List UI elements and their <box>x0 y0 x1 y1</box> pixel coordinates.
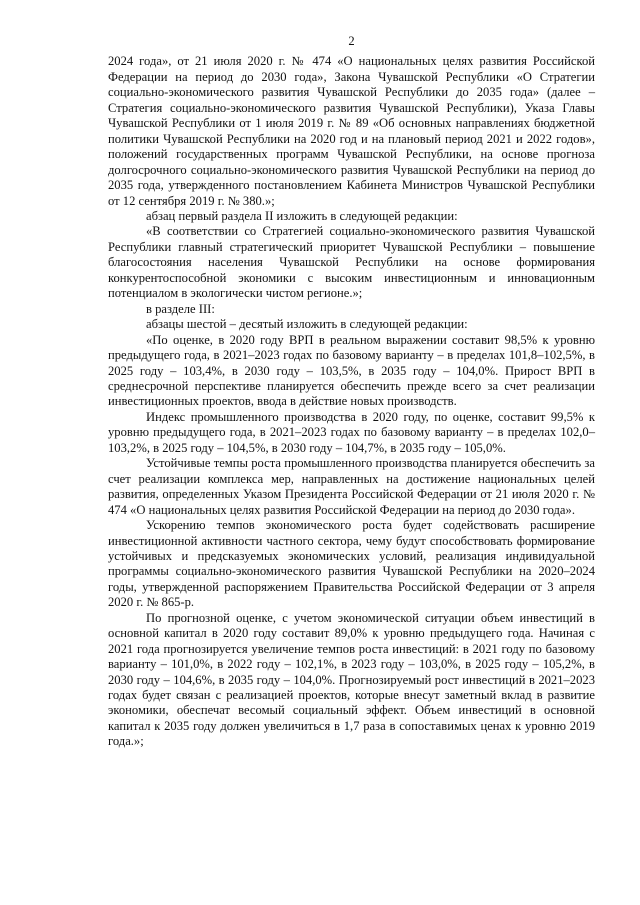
paragraph-strategic-priority: «В соответствии со Стратегией социально-экономического развития Чувашской Республики главный стратегический приоритет Чувашской Республики – повышение благосостояния населения Чувашской Республики на основе формирования конкурентоспособной экономики с высоким инвестиционным и инновационным потенциалом в экологически чистом регионе.»; <box>108 224 595 301</box>
paragraph-industrial-index: Индекс промышленного производства в 2020 году, по оценке, составит 99,5% к уровню предыдущего года, в 2021–2023 годах по базовому варианту – в пределах 102,0–103,2%, в 2025 году – 104,5%, в 2030 году – 104,7%, в 2035 году – 105,0%. <box>108 409 595 455</box>
paragraph-amendment-section-3: абзацы шестой – десятый изложить в следующей редакции: <box>146 317 468 332</box>
paragraph-legal-basis: 2024 года», от 21 июля 2020 г. № 474 «О национальных целях развития Российской Федерации на период до 2030 года», Закона Чувашской Республики «О Стратегии социально-экономического развития Чувашской Республики до 2035 года» (далее – Стратегия социально-экономического развития Чувашской Республики), Указа Главы Чувашской Республики от 1 июля 2019 г. № 89 «Об основных направлениях бюджетной политики Чувашской Республики на 2020 год и на плановый период 2021 и 2022 годов», положений государственных программ Чувашской Республики, на основе прогноза долгосрочного социально-экономического развития Чувашской Республики на период до 2035 года, утвержденного постановлением Кабинета Министров Чувашской Республики от 12 сентября 2019 г. № 380.»; <box>108 54 595 208</box>
paragraph-section-3: в разделе III: <box>146 301 215 316</box>
document-page <box>108 34 595 750</box>
paragraph-industrial-growth: Устойчивые темпы роста промышленного производства планируется обеспечить за счет реализации комплекса мер, направленных на достижение национальных целей развития, определенных Указом Президента Российской Федерации от 21 июля 2020 г. № 474 «О национальных целях развития Российской Федерации на период до 2030 года». <box>108 456 595 517</box>
paragraph-economic-growth: Ускорению темпов экономического роста будет содействовать расширение инвестиционной активности частного сектора, чему будут способствовать формирование устойчивых и предсказуемых экономических условий, реализация индивидуальной программы социально-экономического развития Чувашской Республики на 2020–2024 годы, утвержденной распоряжением Правительства Российской Федерации от 3 апреля 2020 г. № 865-р. <box>108 518 595 610</box>
paragraph-investment-forecast: По прогнозной оценке, с учетом экономической ситуации объем инвестиций в основной капитал в 2020 году составит 89,0% к уровню предыдущего года. Начиная с 2021 года прогнозируется увеличение темпов роста инвестиций: в 2021 году по базовому варианту – 101,0%, в 2022 году – 102,1%, в 2023 году – 103,0%, в 2025 году – 105,2%, в 2030 году – 104,6%, в 2035 году – 104,0%. Прогнозируемый рост инвестиций в 2021–2023 годах будет связан с реализацией проектов, которые внесут заметный вклад в развитие экономики, обеспечат весомый социальный эффект. Объем инвестиций в основной капитал к 2035 году должен увеличиться в 1,7 раза в сопоставимых ценах к уровню 2019 года.»; <box>108 610 595 749</box>
page-number: 2 <box>348 34 355 48</box>
paragraph-grp-forecast: «По оценке, в 2020 году ВРП в реальном выражении составит 98,5% к уровню предыдущего года, в 2021–2023 годах по базовому варианту – в пределах 101,8–102,5%, в 2025 году – 103,4%, в 2030 году – 103,5%, в 2035 году – 104,0%. Прирост ВРП в среднесрочной перспективе планируется обеспечить прежде всего за счет реализации инвестиционных проектов, ввода в действие новых производств. <box>108 332 595 409</box>
paragraph-amendment-section-2: абзац первый раздела II изложить в следующей редакции: <box>146 208 458 223</box>
